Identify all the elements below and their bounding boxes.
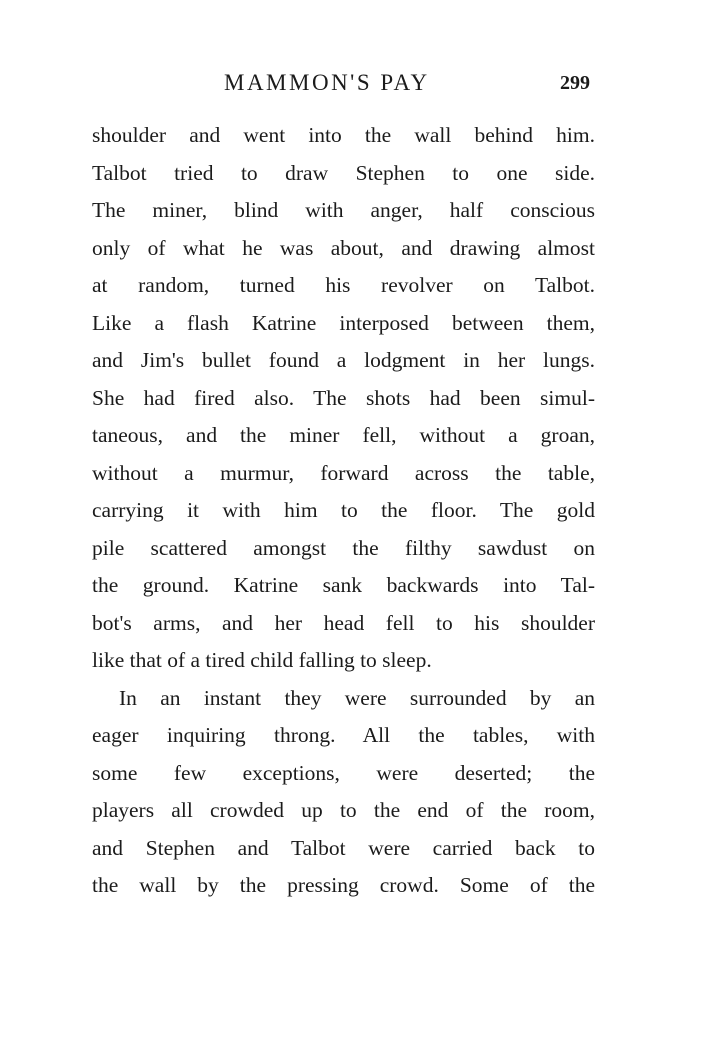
text-line: and Jim's bullet found a lodgment in her lungs.: [92, 348, 595, 372]
text-line: the ground. Katrine sank backwards into Tal-: [92, 573, 595, 597]
page-number: 299: [560, 72, 590, 94]
paragraph-start-line: In an instant they were surrounded by an: [119, 685, 595, 710]
text-line: some few exceptions, were deserted; the: [92, 760, 595, 785]
text-line: Talbot tried to draw Stephen to one side.: [92, 160, 595, 185]
running-title: MAMMON'S PAY: [224, 70, 430, 95]
text-line: The miner, blind with anger, half conscious: [92, 198, 595, 222]
text-line: only of what he was about, and drawing almost: [92, 235, 595, 260]
text-line: players all crowded up to the end of the room,: [92, 798, 595, 822]
text-line: Like a flash Katrine interposed between them,: [92, 310, 595, 335]
text-line: bot's arms, and her head fell to his shoulder: [92, 610, 595, 635]
running-head: [0, 66, 716, 100]
body-text: [92, 117, 595, 905]
text-line: eager inquiring throng. All the tables, with: [92, 723, 595, 747]
text-line: pile scattered amongst the filthy sawdust on: [92, 535, 595, 560]
text-line: shoulder and went into the wall behind him.: [92, 123, 595, 147]
text-line: carrying it with him to the floor. The gold: [92, 498, 595, 522]
text-line: She had fired also. The shots had been simul-: [92, 385, 595, 410]
text-line: the wall by the pressing crowd. Some of the: [92, 873, 595, 897]
paragraph-end-line: like that of a tired child falling to sleep.: [92, 648, 432, 672]
text-line: without a murmur, forward across the table,: [92, 460, 595, 485]
text-line: at random, turned his revolver on Talbot.: [92, 273, 595, 297]
text-line: and Stephen and Talbot were carried back to: [92, 835, 595, 860]
text-line: taneous, and the miner fell, without a groan,: [92, 423, 595, 447]
